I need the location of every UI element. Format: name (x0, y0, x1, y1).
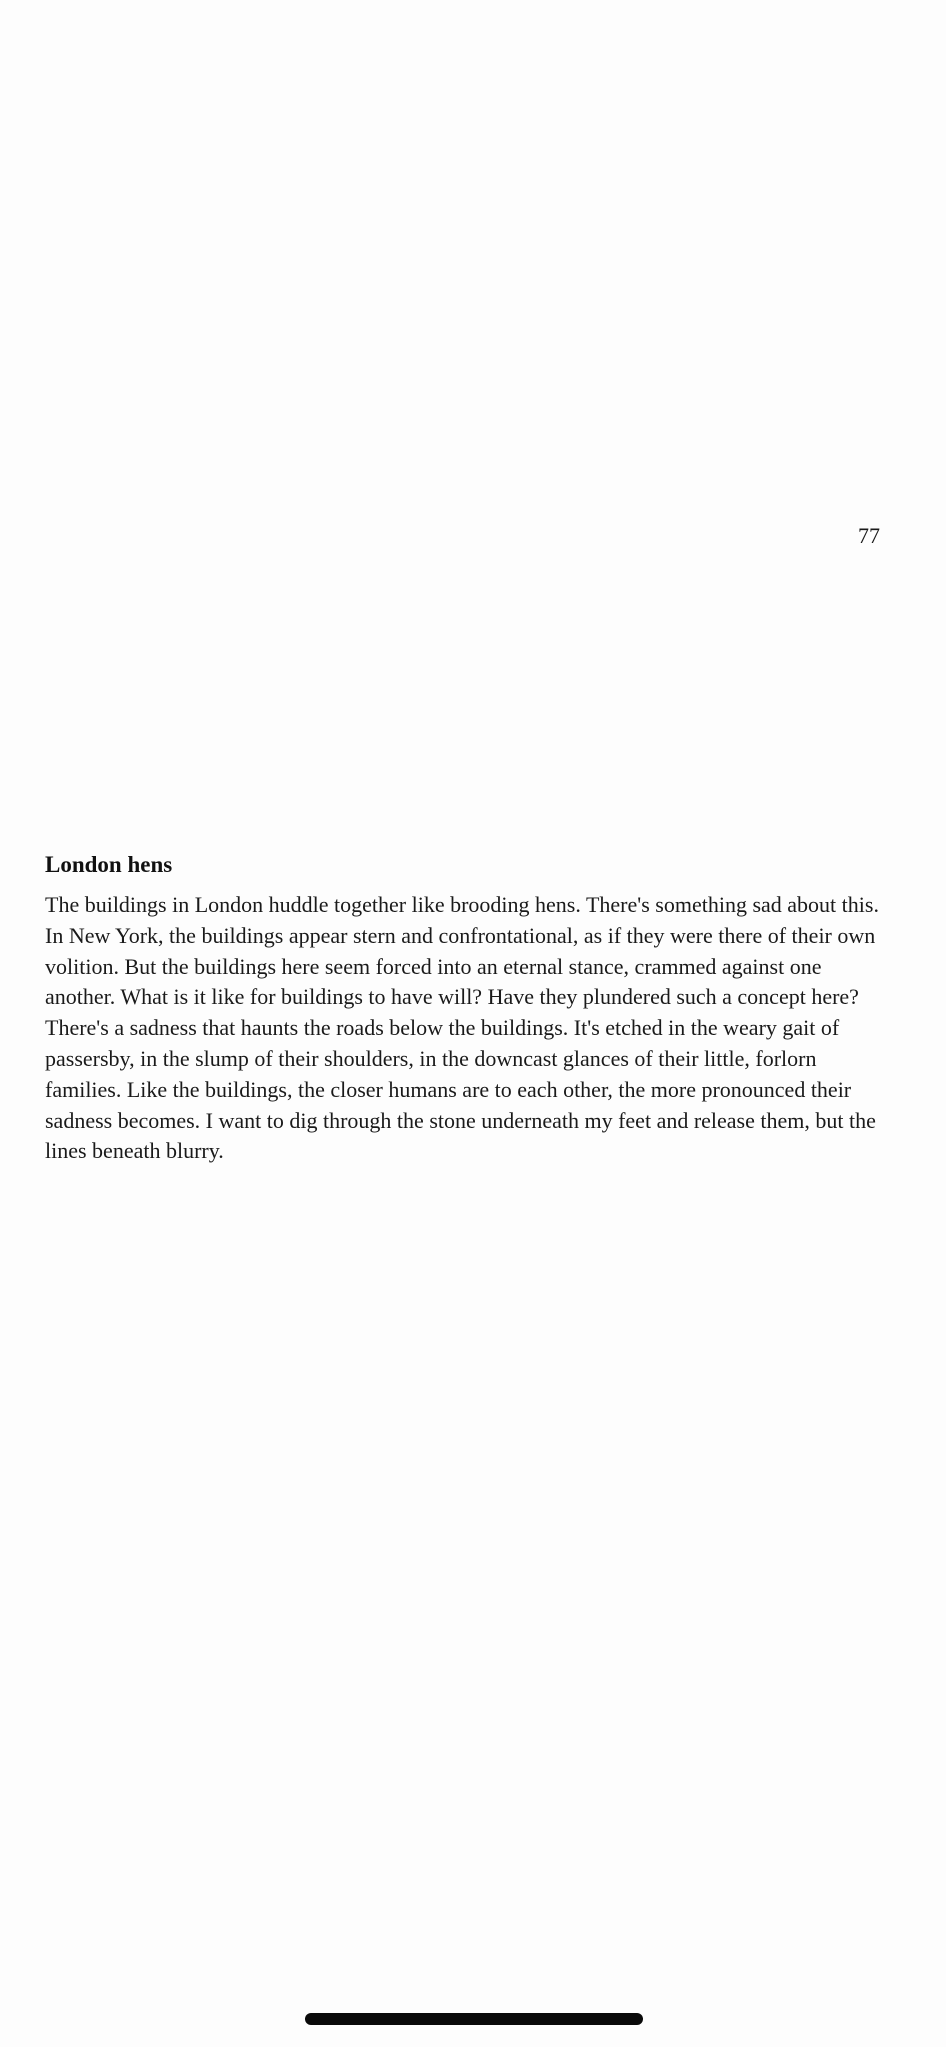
home-indicator[interactable] (305, 2013, 643, 2025)
section-title: London hens (45, 852, 173, 877)
page-number: 77 (858, 523, 880, 548)
reader-content (45, 850, 895, 1167)
body-paragraph: The buildings in London huddle together like brooding hens. There's something sad about this. In New York, the buildings appear stern and confrontational, as if they were there of their own volition. But the buildings here seem forced into an eternal stance, crammed against one another. What is it like for buildings to have will? Have they plundered such a concept here? There's a sadness that haunts the roads below the buildings. It's etched in the weary gait of passersby, in the slump of their shoulders, in the downcast glances of their little, forlorn families. Like the buildings, the closer humans are to each other, the more pronounced their sadness becomes. I want to dig through the stone underneath my feet and release them, but the lines beneath blurry. (45, 892, 879, 1164)
